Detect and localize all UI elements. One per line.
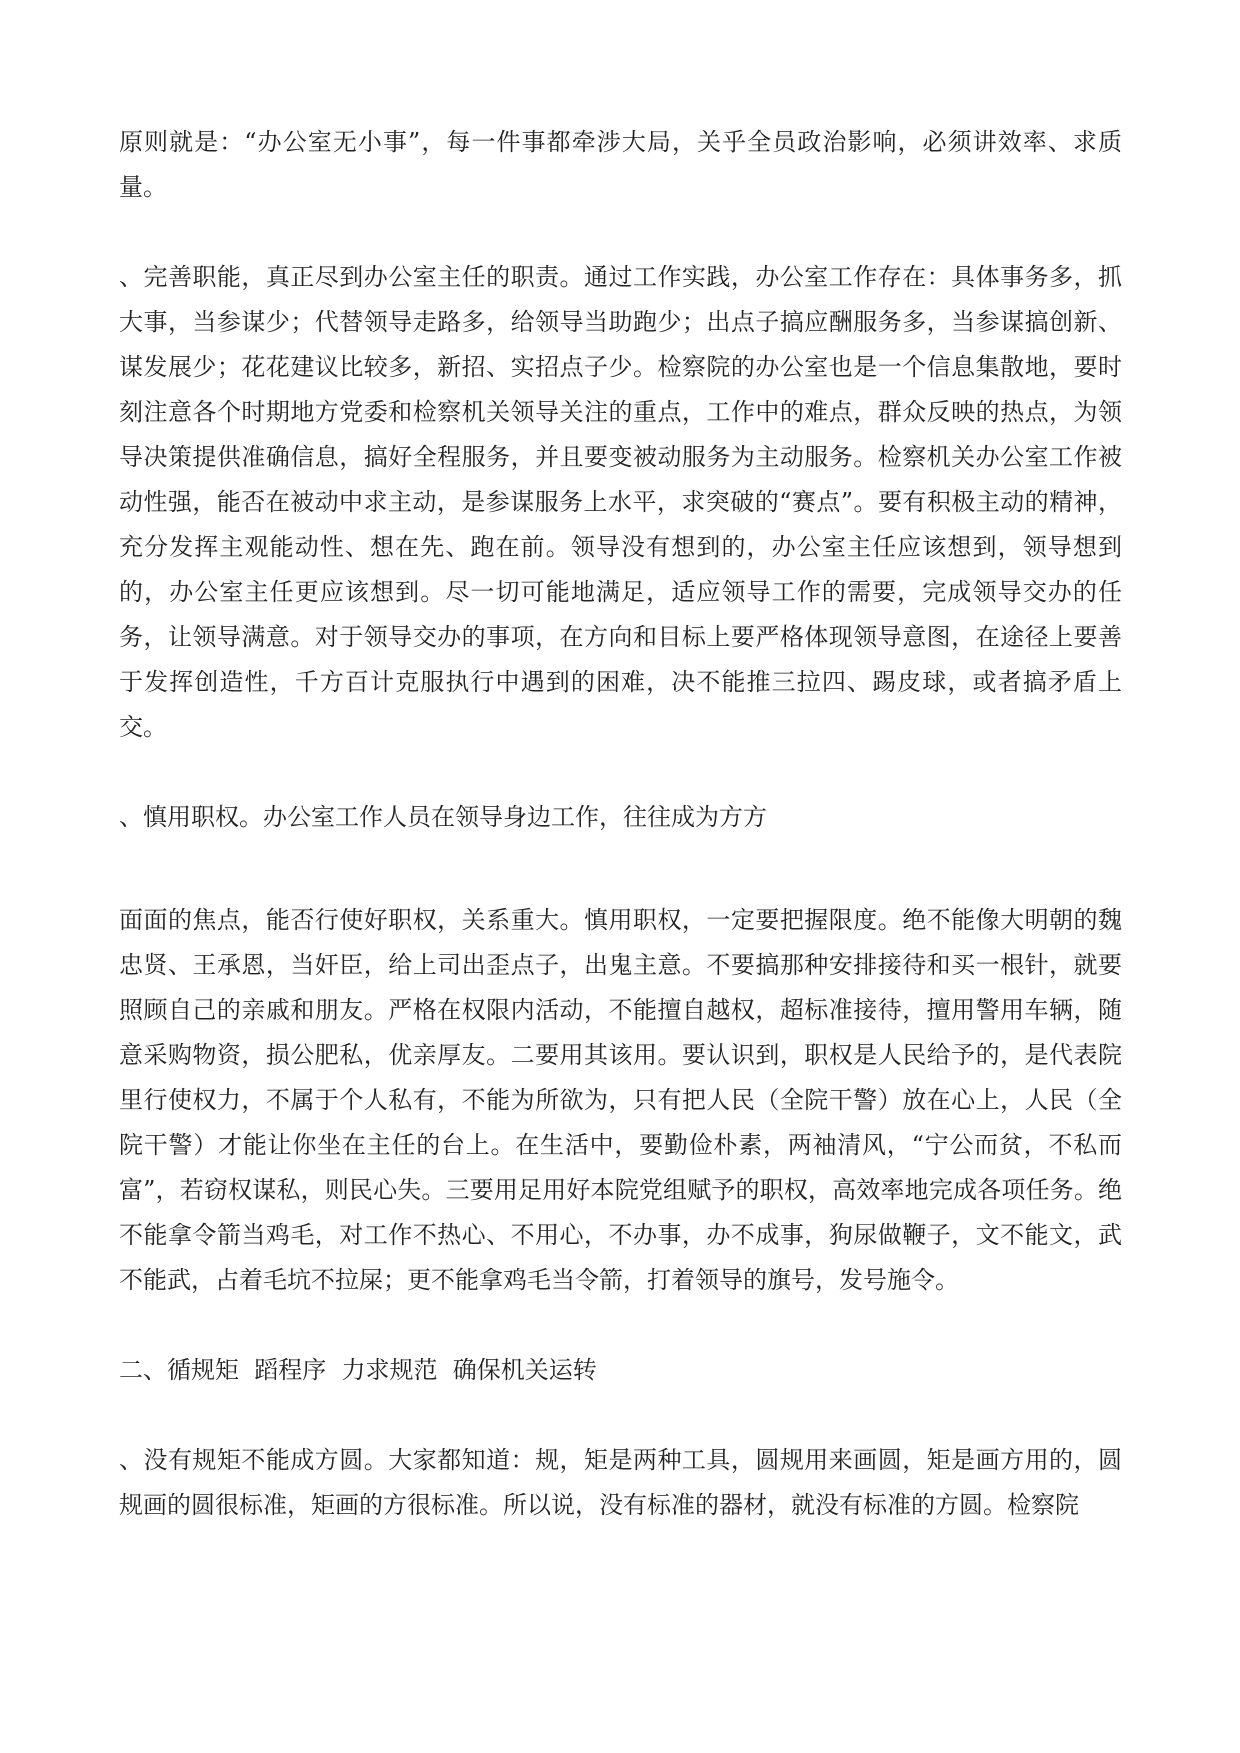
paragraph-principle: 原则就是：“办公室无小事”，每一件事都牵涉大局，关乎全员政治影响，必须讲效率、求质量。 — [119, 128, 1122, 201]
paragraph-careful-authority: 、慎用职权。办公室工作人员在领导身边工作，往往成为方方 — [119, 803, 767, 831]
paragraph-rules: 、没有规矩不能成方圆。大家都知道：规，矩是两种工具，圆规用来画圆，矩是画方用的，圆规画的圆很标准，矩画的方很标准。所以说，没有标准的器材，就没有标准的方圆。检察院 — [119, 1446, 1122, 1519]
paragraph-improve-functions: 、完善职能，真正尽到办公室主任的职责。通过工作实践，办公室工作存在：具体事务多，抓大事，当参谋少；代替领导走路多，给领导当助跑少；出点子搞应酬服务多，当参谋搞创新、谋发展少；花花建议比较多，新招、实招点子少。检察院的办公室也是一个信息集散地，要时刻注意各个时期地方党委和检察机关领导关注的重点，工作中的难点，群众反映的热点，为领导决策提供准确信息，搞好全程服务，并且要变被动服务为主动服务。检察机关办公室工作被动性强，能否在被动中求主动，是参谋服务上水平，求突破的“赛点”。要有积极主动的精神，充分发挥主观能动性、想在先、跑在前。领导没有想到的，办公室主任应该想到，领导想到的，办公室主任更应该想到。尽一切可能地满足，适应领导工作的需要，完成领导交办的任务，让领导满意。对于领导交办的事项，在方向和目标上要严格体现领导意图，在途径上要善于发挥创造性，千方百计克服执行中遇到的困难，决不能推三拉四、踢皮球，或者搞矛盾上交。 — [119, 263, 1122, 741]
section-heading-rules: 二、循规矩 蹈程序 力求规范 确保机关运转 — [119, 1356, 597, 1384]
paragraph-authority-details: 面面的焦点，能否行使好职权，关系重大。慎用职权，一定要把握限度。绝不能像大明朝的魏忠贤、王承恩，当奸臣，给上司出歪点子，出鬼主意。不要搞那种安排接待和买一根针，就要照顾自己的亲戚和朋友。严格在权限内活动，不能擅自越权，超标准接待，擅用警用车辆，随意采购物资，损公肥私，优亲厚友。二要用其该用。要认识到，职权是人民给予的，是代表院里行使权力，不属于个人私有，不能为所欲为，只有把人民（全院干警）放在心上，人民（全院干警）才能让你坐在主任的台上。在生活中，要勤俭朴素，两袖清风，“宁公而贫，不私而富”，若窃权谋私，则民心失。三要用足用好本院党组赋予的职权，高效率地完成各项任务。绝不能拿令箭当鸡毛，对工作不热心、不用心，不办事，办不成事，狗尿做鞭子，文不能文，武不能武，占着毛坑不拉屎；更不能拿鸡毛当令箭，打着领导的旗号，发号施令。 — [119, 906, 1122, 1294]
document-body — [119, 120, 1122, 1528]
